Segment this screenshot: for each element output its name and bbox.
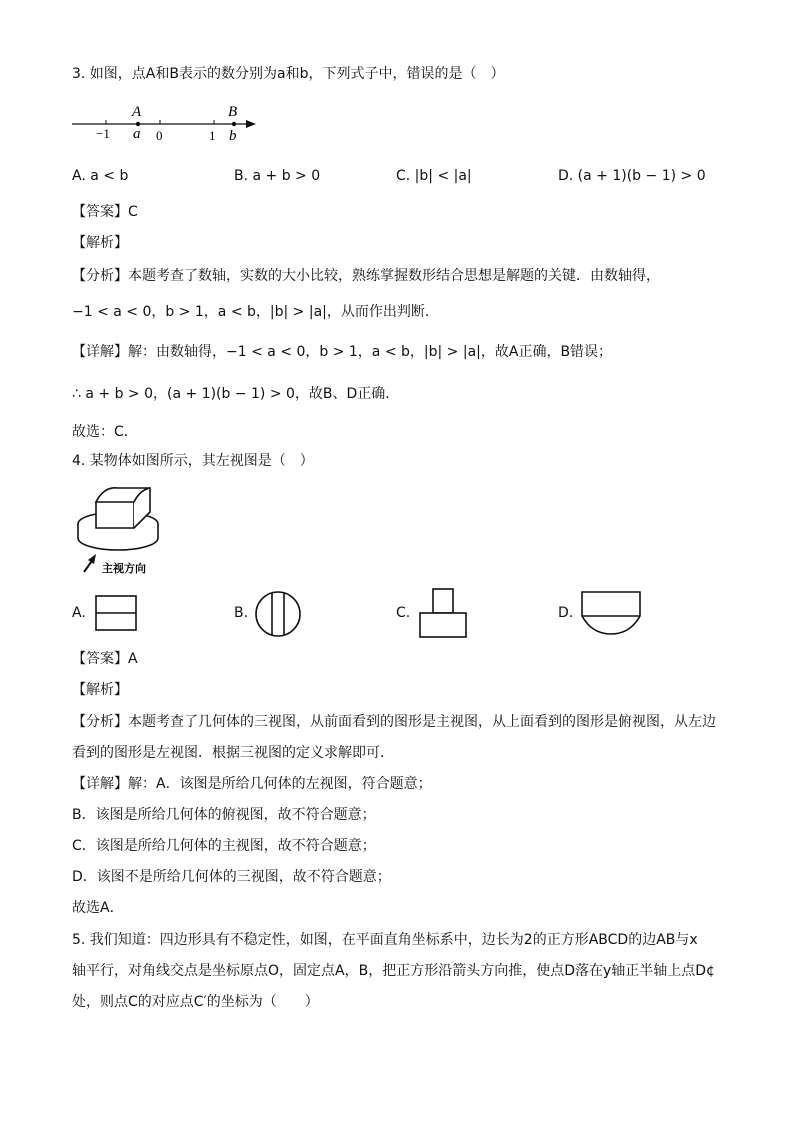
q4-detail-4: D．该图不是所给几何体的三视图，故不符合题意；	[72, 869, 391, 885]
q4-option-a-figure	[94, 594, 138, 632]
point-B-label: B	[228, 104, 238, 120]
q4-analysis-2: 看到的图形是左视图．根据三视图的定义求解即可．	[72, 745, 394, 761]
q4-detail-2: B．该图是所给几何体的俯视图，故不符合题意；	[72, 807, 376, 823]
q3-option-c: C. |b| < |a|	[396, 168, 472, 184]
q4-option-a-label: A.	[72, 605, 86, 621]
q3-stem: 3. 如图，点A和B表示的数分别为a和b，下列式子中，错误的是（ ）	[72, 66, 505, 82]
q4-detail-1: 【详解】解：A．该图是所给几何体的左视图，符合题意；	[72, 776, 432, 792]
q5-line-1: 5. 我们知道：四边形具有不稳定性，如图，在平面直角坐标系中，边长为2的正方形ABCD的边AB与x	[72, 932, 698, 948]
q3-detail-2: ∴ a + b > 0，(a + 1)(b − 1) > 0，故B、D正确．	[72, 386, 400, 402]
q3-analysis-2: −1 < a < 0，b > 1，a < b，|b| > |a|，从而作出判断．	[72, 304, 439, 320]
q3-answer: 【答案】C	[72, 204, 138, 220]
q3-conclusion: 故选：C．	[72, 424, 138, 440]
solid-figure	[72, 480, 172, 580]
q3-analysis-title: 【解析】	[72, 235, 128, 251]
tick-0: 0	[156, 128, 163, 143]
point-A-label: A	[132, 104, 142, 120]
q3-option-b: B. a + b > 0	[234, 168, 321, 184]
q3-analysis-1: 【分析】本题考查了数轴，实数的大小比较，熟练掌握数形结合思想是解题的关键．由数轴得，	[72, 268, 660, 284]
tick-1: 1	[209, 128, 216, 143]
q3-option-a: A. a < b	[72, 168, 129, 184]
q4-detail-3: C．该图是所给几何体的主视图，故不符合题意；	[72, 838, 376, 854]
var-b-label: b	[229, 128, 237, 144]
q4-answer: 【答案】A	[72, 651, 138, 667]
q4-conclusion: 故选A．	[72, 900, 124, 916]
q4-analysis-1: 【分析】本题考查了几何体的三视图，从前面看到的图形是主视图，从上面看到的图形是俯视图，从左边	[72, 714, 716, 730]
view-direction-label: 主视方向	[102, 562, 146, 575]
q5-line-3: 处，则点C的对应点C′的坐标为（ ）	[72, 994, 319, 1010]
q4-stem: 4. 某物体如图所示，其左视图是（ ）	[72, 453, 314, 469]
q4-option-c-label: C.	[396, 605, 411, 621]
q4-option-b-label: B.	[234, 605, 249, 621]
q3-detail-1: 【详解】解：由数轴得，−1 < a < 0，b > 1，a < b，|b| > |a|，故A正确，B错误；	[72, 344, 613, 360]
q4-option-d-label: D.	[558, 605, 574, 621]
q4-option-c-figure	[418, 587, 468, 639]
q5-line-2: 轴平行，对角线交点是坐标原点O，固定点A，B，把正方形沿箭头方向推，使点D落在y轴正半轴上点D¢	[72, 963, 715, 979]
number-line-figure	[70, 100, 270, 146]
q4-option-b-figure	[254, 590, 302, 638]
var-a-label: a	[133, 126, 141, 142]
q4-option-d-figure	[580, 590, 642, 636]
tick-neg1: −1	[96, 126, 110, 141]
q4-analysis-title: 【解析】	[72, 682, 128, 698]
q3-option-d: D. (a + 1)(b − 1) > 0	[558, 168, 706, 184]
